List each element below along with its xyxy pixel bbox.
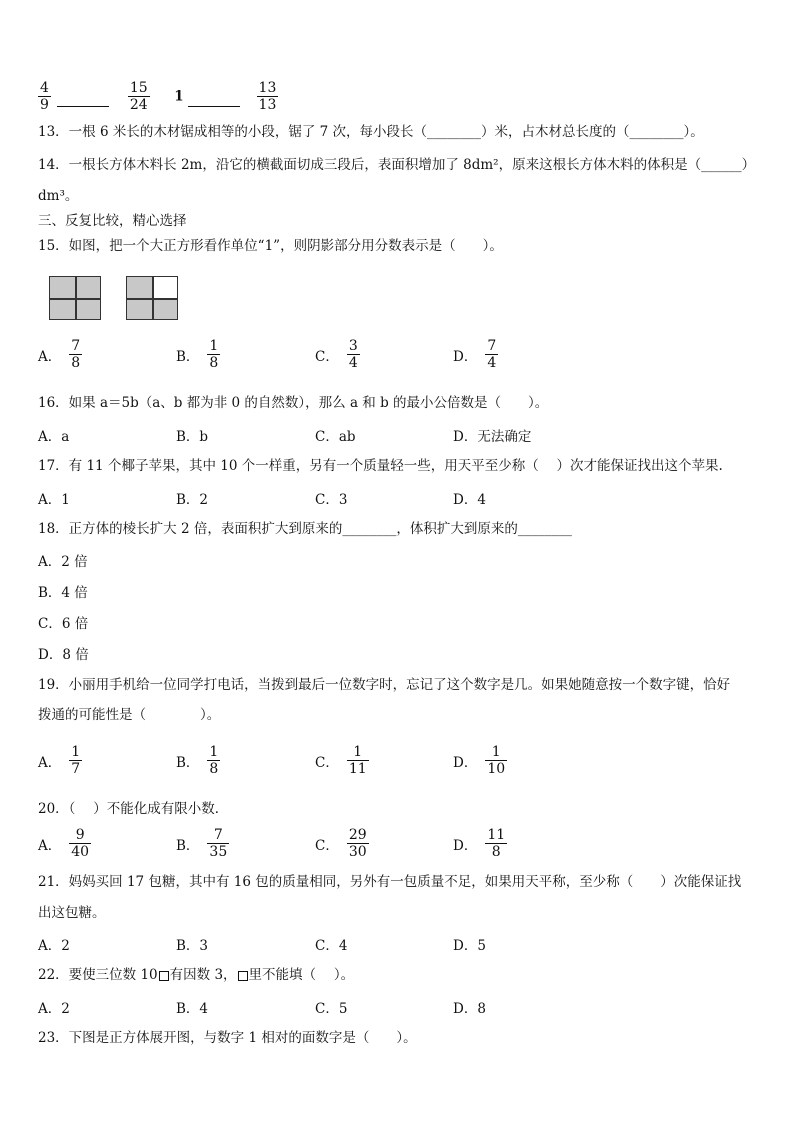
option-c[interactable]: C．3 [315,492,348,508]
option-c[interactable]: C． $\frac{3}{4}$ [315,338,358,371]
option-b[interactable]: B．3 [176,938,209,954]
shaded-square-full [49,276,101,320]
option-c[interactable]: C．4 [315,938,348,954]
option-c[interactable]: C． $\frac{29}{30}$ [315,827,367,860]
question-23: 23．下图是正方体展开图，与数字 1 相对的面数字是（ ）。 [38,1030,417,1046]
question-22: 22．要使三位数 10 有因数 3， 里不能填（ ）。 [38,967,355,983]
fraction: $\frac{13}{13}$ [258,80,277,113]
option-c[interactable]: C．ab [315,429,356,445]
compare-row [36,80,280,113]
option-d[interactable]: D．4 [453,492,486,508]
option-a[interactable]: A．2 [38,1001,70,1017]
option-b[interactable]: B．4 倍 [38,585,88,601]
question-16: 16．如果 a＝5b（a、b 都为非 0 的自然数），那么 a 和 b 的最小公倍数是（ ）。 [38,395,549,411]
fraction: $\frac{15}{24}$ [129,80,148,113]
option-a[interactable]: A． $\frac{1}{7}$ [38,744,81,777]
question-21: 21．妈妈买回 17 包糖，其中有 16 包的质量相同，另外有一包质量不足，如果用天平称，至少称（ ）次能保证找 [38,874,742,890]
option-d[interactable]: D． $\frac{1}{10}$ [453,744,506,777]
question-19: 19．小丽用手机给一位同学打电话，当拨到最后一位数字时，忘记了这个数字是几。如果她随意按一个数字键，恰好 [38,677,731,693]
question-14: 14．一根长方体木料长 2m，沿它的横截面切成三段后，表面积增加了 8dm²，原来这根长方体木料的体积是（______） [38,157,756,173]
option-d[interactable]: D．8 [453,1001,486,1017]
option-a[interactable]: A．1 [38,492,70,508]
option-c[interactable]: C．6 倍 [38,616,89,632]
fraction: $\frac{4}{9}$ [40,80,49,113]
number-one: 1 [174,88,184,105]
question-17: 17．有 11 个椰子苹果，其中 10 个一样重，另有一个质量轻一些，用天平至少称（ ）次才能保证找出这个苹果. [38,458,723,474]
option-c[interactable]: C．5 [315,1001,348,1017]
option-a[interactable]: A．2 倍 [38,554,88,570]
question-21-cont: 出这包糖。 [38,905,106,921]
question-18: 18．正方体的棱长扩大 2 倍，表面积扩大到原来的________，体积扩大到原来的________ [38,521,572,537]
option-b[interactable]: B． $\frac{7}{35}$ [176,827,228,860]
option-d[interactable]: D．8 倍 [38,647,89,663]
question-14-unit: dm³。 [38,188,79,204]
digit-box [238,971,248,981]
option-b[interactable]: B． $\frac{1}{8}$ [176,338,219,371]
question-20: 20．（ ）不能化成有限小数． [38,801,229,817]
question-15: 15．如图，把一个大正方形看作单位“1”，则阴影部分用分数表示是（ ）。 [38,238,503,254]
question-13: 13．一根 6 米长的木材锯成相等的小段，锯了 7 次，每小段长（________）米，占木材总长度的（________）。 [38,124,704,140]
option-d[interactable]: D． $\frac{11}{8}$ [453,827,506,860]
option-d[interactable]: D． $\frac{7}{4}$ [453,338,497,371]
option-a[interactable]: A．a [38,429,70,445]
option-b[interactable]: B．4 [176,1001,209,1017]
option-a[interactable]: A． $\frac{7}{8}$ [38,338,81,371]
answer-blank[interactable] [188,92,240,107]
question-19-cont: 拨通的可能性是（ ）。 [38,707,221,723]
option-c[interactable]: C． $\frac{1}{11}$ [315,744,367,777]
section-heading: 三、反复比较，精心选择 [38,213,187,229]
digit-box [159,971,169,981]
option-a[interactable]: A． $\frac{9}{40}$ [38,827,90,860]
option-b[interactable]: B．2 [176,492,209,508]
option-a[interactable]: A．2 [38,938,70,954]
option-b[interactable]: B． $\frac{1}{8}$ [176,744,219,777]
option-d[interactable]: D．无法确定 [453,429,532,445]
answer-blank[interactable] [57,92,109,107]
option-b[interactable]: B．b [176,429,209,445]
shaded-square-three-quarters [126,276,178,320]
option-d[interactable]: D．5 [453,938,486,954]
